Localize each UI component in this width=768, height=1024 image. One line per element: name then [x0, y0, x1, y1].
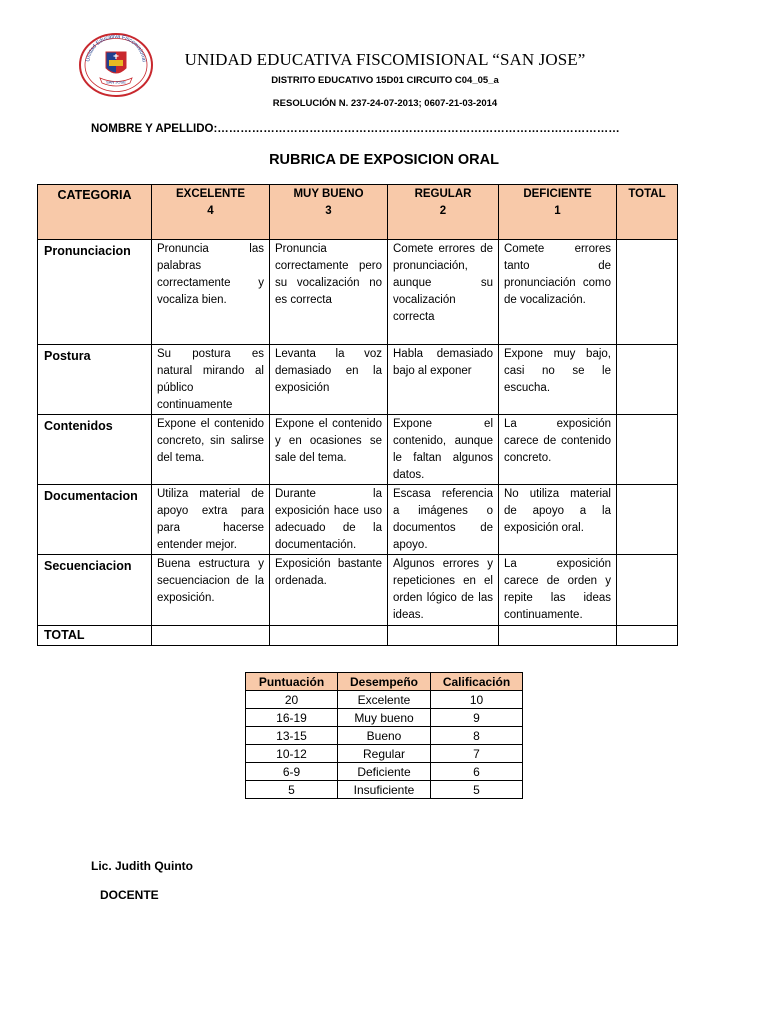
cell-excelente: Expone el contenido concreto, sin salirse del tema.: [152, 415, 270, 485]
scale-header-desempeno: Desempeño: [338, 673, 431, 691]
scale-grade: 5: [431, 781, 523, 799]
cell-deficiente: La exposición carece de orden y repite las ideas continuamente.: [499, 555, 617, 626]
header-level-deficiente: [499, 185, 617, 240]
cell-total: [617, 555, 678, 626]
rubric-row-postura: [38, 345, 678, 415]
cell-regular: Expone el contenido, aunque le faltan algunos datos.: [388, 415, 499, 485]
cell-total: [617, 415, 678, 485]
cell-regular: Escasa referencia a imágenes o documentos de apoyo.: [388, 485, 499, 555]
rubric-table: [37, 184, 678, 646]
scale-row: [246, 691, 523, 709]
cell-excelente: Su postura es natural mirando al público continuamente: [152, 345, 270, 415]
scale-score: 20: [246, 691, 338, 709]
total-cell: [270, 626, 388, 646]
cell-muy-bueno: Durante la exposición hace uso adecuado de la documentación.: [270, 485, 388, 555]
scale-row: [246, 763, 523, 781]
total-cell: [499, 626, 617, 646]
resolution-line: RESOLUCIÓN N. 237-24-07-2013; 0607-21-03-2014: [272, 98, 498, 109]
scale-grade: 9: [431, 709, 523, 727]
cell-deficiente: No utiliza material de apoyo a la exposición oral.: [499, 485, 617, 555]
scale-performance: Excelente: [338, 691, 431, 709]
scale-score: 5: [246, 781, 338, 799]
rubric-row-secuenciacion: [38, 555, 678, 626]
rubric-total-row: [38, 626, 678, 646]
school-logo: [78, 32, 154, 98]
cell-muy-bueno: Expone el contenido y en ocasiones se sale del tema.: [270, 415, 388, 485]
level-points: 4: [207, 205, 214, 217]
row-category: Documentacion: [38, 485, 152, 555]
district-line: DISTRITO EDUCATIVO 15D01 CIRCUITO C04_05_a: [271, 75, 499, 86]
scale-grade: 10: [431, 691, 523, 709]
cell-regular: Algunos errores y repeticiones en el orden lógico de las ideas.: [388, 555, 499, 626]
scale-performance: Bueno: [338, 727, 431, 745]
cell-total: [617, 345, 678, 415]
teacher-name: Lic. Judith Quinto: [91, 859, 193, 873]
scale-score: 10-12: [246, 745, 338, 763]
cell-regular: Comete errores de pronunciación, aunque su vocalización correcta: [388, 240, 499, 345]
total-cell: [617, 626, 678, 646]
header-level-excelente: [152, 185, 270, 240]
header-category: CATEGORIA: [38, 185, 152, 240]
scale-grade: 6: [431, 763, 523, 781]
rubric-row-contenidos: [38, 415, 678, 485]
cell-muy-bueno: Exposición bastante ordenada.: [270, 555, 388, 626]
cell-deficiente: La exposición carece de contenido concreto.: [499, 415, 617, 485]
scale-score: 16-19: [246, 709, 338, 727]
scale-row: [246, 727, 523, 745]
total-row-label: TOTAL: [38, 626, 152, 646]
row-category: Postura: [38, 345, 152, 415]
rubric-row-documentacion: [38, 485, 678, 555]
scale-performance: Muy bueno: [338, 709, 431, 727]
header-total: TOTAL: [617, 185, 678, 240]
scale-performance: Deficiente: [338, 763, 431, 781]
row-category: Pronunciacion: [38, 240, 152, 345]
scale-score: 6-9: [246, 763, 338, 781]
cell-regular: Habla demasiado bajo al exponer: [388, 345, 499, 415]
cell-excelente: Pronuncia las palabras correctamente y vocaliza bien.: [152, 240, 270, 345]
rubric-row-pronunciacion: [38, 240, 678, 345]
student-name-line: NOMBRE Y APELLIDO:……………………………………………………………………………………………: [91, 123, 620, 135]
level-name: DEFICIENTE: [523, 188, 592, 200]
row-category: Secuenciacion: [38, 555, 152, 626]
rubric-title: RUBRICA DE EXPOSICION ORAL: [269, 152, 499, 168]
scale-score: 13-15: [246, 727, 338, 745]
level-name: MUY BUENO: [293, 188, 364, 200]
level-name: EXCELENTE: [175, 188, 245, 200]
level-points: 2: [439, 205, 447, 217]
scale-row: [246, 781, 523, 799]
cell-excelente: Utiliza material de apoyo extra para para hacerse entender mejor.: [152, 485, 270, 555]
total-cell: [388, 626, 499, 646]
cell-total: [617, 485, 678, 555]
logo-banner-text: SAN JOSE: [106, 79, 126, 85]
scale-header-calificacion: Calificación: [431, 673, 523, 691]
scale-grade: 8: [431, 727, 523, 745]
scale-row: [246, 745, 523, 763]
teacher-role: DOCENTE: [100, 888, 159, 902]
cell-muy-bueno: Pronuncia correctamente pero su vocalización no es correcta: [270, 240, 388, 345]
cell-deficiente: Expone muy bajo, casi no se le escucha.: [499, 345, 617, 415]
level-points: 3: [325, 205, 332, 217]
scale-header-row: [246, 673, 523, 691]
school-name: UNIDAD EDUCATIVA FISCOMISIONAL “SAN JOSE”: [184, 50, 586, 69]
rubric-header-row: [38, 185, 678, 240]
header-level-muy-bueno: [270, 185, 388, 240]
total-cell: [152, 626, 270, 646]
grading-scale-table: [245, 672, 523, 799]
level-name: REGULAR: [414, 188, 472, 200]
cell-total: [617, 240, 678, 345]
scale-header-puntuacion: Puntuación: [246, 673, 338, 691]
cell-deficiente: Comete errores tanto de pronunciación como de vocalización.: [499, 240, 617, 345]
cell-muy-bueno: Levanta la voz demasiado en la exposición: [270, 345, 388, 415]
level-points: 1: [554, 205, 561, 217]
cell-excelente: Buena estructura y secuenciacion de la exposición.: [152, 555, 270, 626]
header-level-regular: [388, 185, 499, 240]
scale-performance: Insuficiente: [338, 781, 431, 799]
logo-ring-text: Unidad Educativa Fiscomisional: [85, 33, 147, 63]
scale-grade: 7: [431, 745, 523, 763]
scale-row: [246, 709, 523, 727]
row-category: Contenidos: [38, 415, 152, 485]
scale-performance: Regular: [338, 745, 431, 763]
